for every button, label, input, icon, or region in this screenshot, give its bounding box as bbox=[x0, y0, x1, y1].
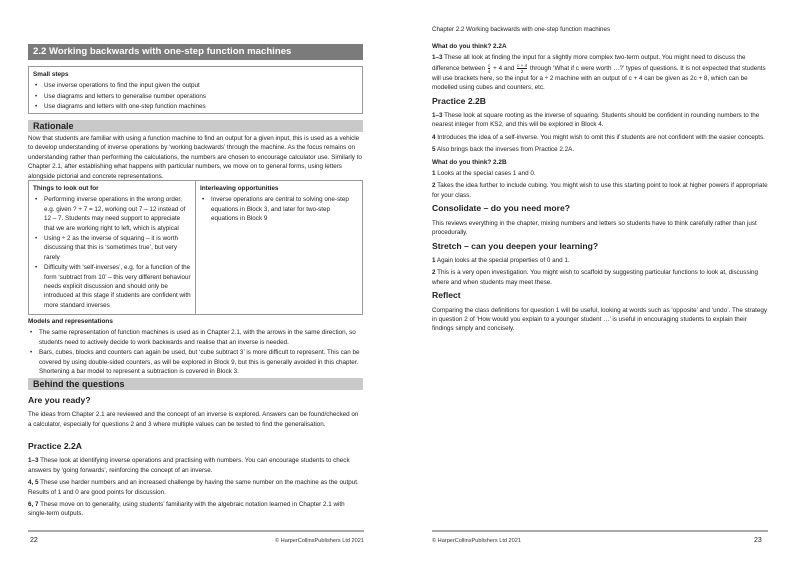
practice-b-para bbox=[432, 133, 768, 142]
interleaving-cell bbox=[196, 181, 363, 315]
lookout-item: • Using ÷ 2 as the inverse of squaring – it is worth discussing that this is ‘sometimes true’, but very rarely bbox=[33, 234, 191, 262]
fraction bbox=[517, 63, 527, 74]
wdyt-b-para bbox=[432, 181, 768, 200]
running-head: Chapter 2.2 Working backwards with one-step function machines bbox=[432, 26, 611, 33]
question-number: 1–3 bbox=[28, 457, 39, 465]
lookout-heading: Things to look out for bbox=[33, 185, 99, 192]
para-text: Again looks at the special properties of 0 and 1. bbox=[435, 256, 570, 264]
right-content bbox=[432, 42, 768, 337]
practice-a-section bbox=[28, 438, 363, 522]
footer-rule bbox=[432, 530, 768, 532]
denominator: 2 bbox=[520, 68, 524, 74]
models-section bbox=[28, 317, 363, 377]
para-text: Introduces the idea of a self-inverse. You might wish to omit this if students are not confident with the easier concepts. bbox=[435, 133, 765, 141]
para-text: through ‘What if c were worth …?’ types of questions. It is not expected that students will use brackets here, so the input for a ÷ 2 machine with an output of c + 4 can be given as 2c + 8, which can be modelled using cubes and counters, etc. bbox=[432, 64, 766, 92]
practice-a-para bbox=[28, 456, 363, 475]
para-text: These look at identifying inverse operations and practising with numbers. You can encourage students to check answers by ‘going forwards’, reinforcing the concept of an inverse. bbox=[28, 457, 350, 474]
para-text: Also brings back the inverses from Practice 2.2A. bbox=[435, 146, 575, 154]
para-text: These move on to generality, using students’ familiarity with the algebraic notation learned in Chapter 2.1 with single-term outputs. bbox=[28, 501, 345, 518]
small-step-item: • Use diagrams and letters to generalise number operations bbox=[33, 92, 358, 101]
chapter-title: 2.2 Working backwards with one-step function machines bbox=[28, 44, 363, 60]
numerator: c + 4 bbox=[517, 62, 528, 68]
behind-questions-heading: Behind the questions bbox=[28, 378, 363, 390]
rationale-heading: Rationale bbox=[28, 120, 363, 132]
consolidate-text: This reviews everything in the chapter, mixing numbers and letters so students have to think carefully rather than just procedurally. bbox=[432, 219, 757, 237]
denominator: 4 bbox=[487, 68, 491, 74]
page-number: 23 bbox=[754, 537, 762, 544]
question-number: 1–3 bbox=[432, 54, 443, 62]
wdyt-b-heading: What do you think? 2.2B bbox=[432, 158, 507, 166]
stretch-para bbox=[432, 256, 768, 265]
ready-heading: Are you ready? bbox=[28, 395, 91, 405]
practice-b-para bbox=[432, 145, 768, 154]
footer-rule bbox=[28, 530, 364, 532]
reflect-text: Comparing the class definitions for question 1 will be useful, looking at words such as ‘opposite’ and ‘undo’. The strategy in question 2 of ‘How would you explain to a younger student …’ is useful in encouraging students to explain their findings simply and concisely. bbox=[432, 306, 767, 333]
lookout-cell bbox=[29, 181, 196, 315]
para-text: These look at square rooting as the inverse of squaring. Students should be confident in rounding numbers to the nearest integer from KS2, and this will be explored in Block 4. bbox=[432, 112, 760, 129]
models-item: • The same representation of function machines is used as in Chapter 2.1, with the arrows in the same direction, so students need to actively decide to work backwards and realise that an inverse is needed. bbox=[28, 328, 363, 347]
copyright: © HarperCollinsPublishers Ltd 2021 bbox=[274, 538, 364, 544]
right-page bbox=[400, 0, 800, 565]
wdyt-a-heading: What do you think? 2.2A bbox=[432, 43, 507, 50]
small-steps-heading: Small steps bbox=[33, 71, 69, 78]
small-steps-box bbox=[28, 66, 363, 114]
question-number: 5 bbox=[432, 146, 436, 154]
stretch-para bbox=[432, 268, 768, 287]
practice-b-para bbox=[432, 111, 768, 130]
models-heading: Models and representations bbox=[28, 318, 113, 325]
question-number: 6, 7 bbox=[28, 501, 39, 509]
ready-section bbox=[28, 392, 363, 432]
wdyt-b-para bbox=[432, 169, 768, 178]
para-text: This is a very open investigation. You might wish to scaffold by suggesting particular functions to look at, discussing where and when students may meet these. bbox=[432, 269, 759, 286]
copyright: © HarperCollinsPublishers Ltd 2021 bbox=[432, 538, 522, 544]
rationale-text: Now that students are familiar with using a function machine to find an output for a given input, this is used as a vehicle to develop understanding of inverse operations by ‘working backwards’ through the machine. As the focus remains on understanding rather than performing the calculations, the numbers are chosen to encourage calculator use. Similarly to Chapter 2.1, after establishing what happens with particular numbers, we move on to general forms, using letters alongside pictorial and concrete representations. bbox=[28, 135, 362, 180]
consolidate-heading: Consolidate – do you need more? bbox=[432, 203, 570, 214]
ready-text: The ideas from Chapter 2.1 are reviewed and the concept of an inverse is explored. Answers can be found/checked on a calculator, especially for questions 2 and 3 where multiple values can be tested to find the generalisation. bbox=[28, 411, 359, 428]
question-number: 4, 5 bbox=[28, 479, 39, 487]
page-number: 22 bbox=[30, 537, 38, 544]
interleaving-item: • Inverse operations are central to solving one-step equations in Block 3, and later for two-step equations in Block 9 bbox=[200, 195, 358, 223]
para-text: These use harder numbers and an increased challenge by having the same number on the machine as the output. Results of 1 and 0 are good points for discussion. bbox=[28, 479, 359, 496]
small-step-item: • Use inverse operations to find the input given the output bbox=[33, 81, 358, 90]
models-item: • Bars, cubes, blocks and counters can again be used, but ‘cube subtract 3’ is more difficult to represent. This can be covered by using double-sided counters, as will be explored in Block 9, but this is generally avoided in this chapter. Shortening a bar model to represent a subtraction is covered in Block 3. bbox=[28, 348, 363, 376]
numerator: c bbox=[487, 62, 491, 68]
para-text: + 4 and bbox=[491, 64, 517, 72]
small-step-item: • Use diagrams and letters with one-step function machines bbox=[33, 102, 358, 111]
lookout-table bbox=[28, 180, 363, 315]
stretch-heading: Stretch – can you deepen your learning? bbox=[432, 240, 599, 251]
question-number: 2 bbox=[432, 182, 436, 190]
question-number: 2 bbox=[432, 269, 436, 277]
reflect-heading: Reflect bbox=[432, 290, 461, 301]
practice-a-para bbox=[28, 500, 363, 519]
lookout-item: • Performing inverse operations in the wrong order, e.g. given ? + 7 = 12, working out 7 – 12 instead of 12 – 7. Students may need support to appreciate that we are working right to left, which is atypical bbox=[33, 195, 191, 233]
question-number: 1 bbox=[432, 170, 436, 178]
question-number: 4 bbox=[432, 133, 436, 141]
practice-a-para bbox=[28, 478, 363, 497]
para-text: Takes the idea further to include cubing. You might wish to use this starting point to look at higher powers if appropriate for your class. bbox=[432, 182, 768, 199]
practice-b-heading: Practice 2.2B bbox=[432, 95, 486, 106]
practice-a-heading: Practice 2.2A bbox=[28, 441, 82, 451]
wdyt-a-para bbox=[432, 53, 768, 92]
question-number: 1 bbox=[432, 256, 436, 264]
interleaving-heading: Interleaving opportunities bbox=[200, 185, 279, 192]
lookout-item: • Difficulty with ‘self-inverses’, e.g. for a function of the form ‘subtract from 10’ – this very different behaviour needs explicit discussion and should only be introduced at this stage if students are confident with more standard inverses bbox=[33, 263, 191, 310]
para-text: Looks at the special cases 1 and 0. bbox=[435, 170, 536, 178]
question-number: 1–3 bbox=[432, 112, 443, 120]
para-text: These all look at finding the input for a slightly more complex two-term output. You might need to discuss the difference between bbox=[432, 54, 746, 72]
